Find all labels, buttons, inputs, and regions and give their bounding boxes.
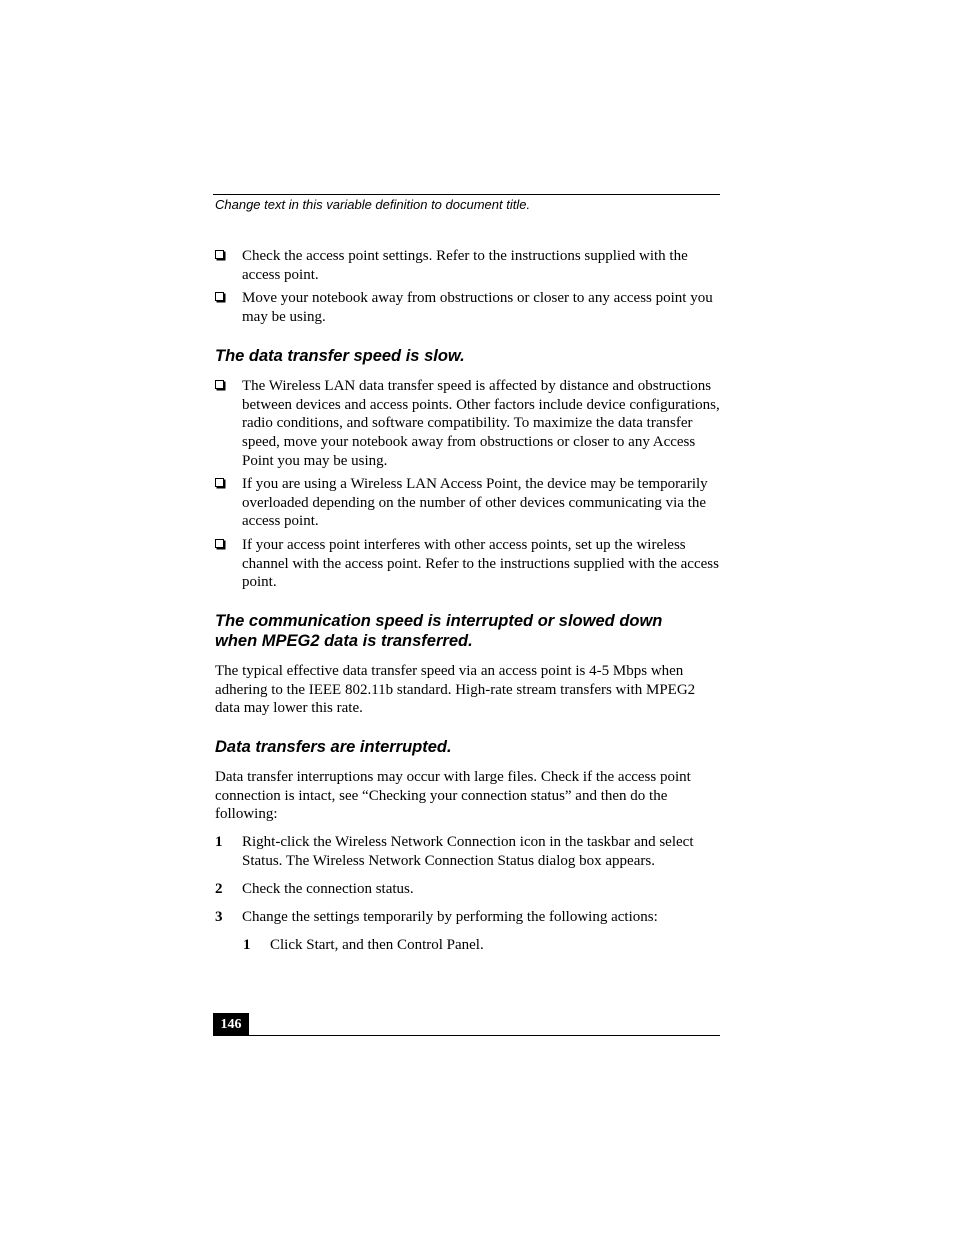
- step-number: 3: [215, 909, 223, 925]
- heading-line: The communication speed is interrupted or slowed down: [215, 612, 663, 630]
- section-heading: The data transfer speed is slow.: [215, 347, 465, 365]
- numbered-step: [215, 908, 720, 927]
- section-heading: [215, 611, 720, 651]
- running-header: Change text in this variable definition to document title.: [215, 197, 531, 212]
- section-heading: Data transfers are interrupted.: [215, 738, 452, 756]
- checkbox-bullet-icon: [215, 380, 224, 389]
- list-item: The Wireless LAN data transfer speed is affected by distance and obstructions between devices and access points. Other factors include device configurations, radio conditions, and software compatibility. To maximize the data transfer speed, move your notebook away from obstructions or closer to any Access Point you may be using.: [215, 377, 720, 471]
- numbered-step: [215, 880, 720, 899]
- step-text: Click Start, and then Control Panel.: [270, 937, 484, 953]
- header-rule: [213, 194, 720, 195]
- paragraph: Data transfer interruptions may occur with large files. Check if the access point connection is intact, see “Checking your connection status” and then do the following:: [215, 769, 691, 823]
- footer-rule: [213, 1035, 720, 1036]
- page-number: 146: [213, 1013, 249, 1036]
- step-number: 2: [215, 881, 223, 897]
- step-text: Change the settings temporarily by performing the following actions:: [242, 909, 658, 925]
- heading-line: when MPEG2 data is transferred.: [215, 632, 473, 650]
- step-number: 1: [215, 834, 223, 850]
- paragraph: The typical effective data transfer speed via an access point is 4-5 Mbps when adhering to the IEEE 802.11b standard. High-rate stream transfers with MPEG2 data may lower this rate.: [215, 663, 696, 717]
- list-item: Move your notebook away from obstructions or closer to any access point you may be using.: [215, 289, 720, 326]
- checkbox-bullet-icon: [215, 539, 224, 548]
- step-number: 1: [243, 937, 251, 953]
- step-text: Right-click the Wireless Network Connection icon in the taskbar and select Status. The Wireless Network Connection Status dialog box appears.: [242, 834, 694, 869]
- list-item: Check the access point settings. Refer to the instructions supplied with the access point.: [215, 247, 720, 284]
- checkbox-bullet-icon: [215, 250, 224, 259]
- list-item: If your access point interferes with other access points, set up the wireless channel with the access point. Refer to the instructions supplied with the access point.: [215, 536, 720, 592]
- checkbox-bullet-icon: [215, 292, 224, 301]
- step-text: Check the connection status.: [242, 881, 414, 897]
- numbered-step: [215, 833, 720, 870]
- list-item: If you are using a Wireless LAN Access Point, the device may be temporarily overloaded depending on the number of other devices communicating via the access point.: [215, 475, 720, 531]
- checkbox-bullet-icon: [215, 478, 224, 487]
- numbered-substep: [243, 936, 720, 955]
